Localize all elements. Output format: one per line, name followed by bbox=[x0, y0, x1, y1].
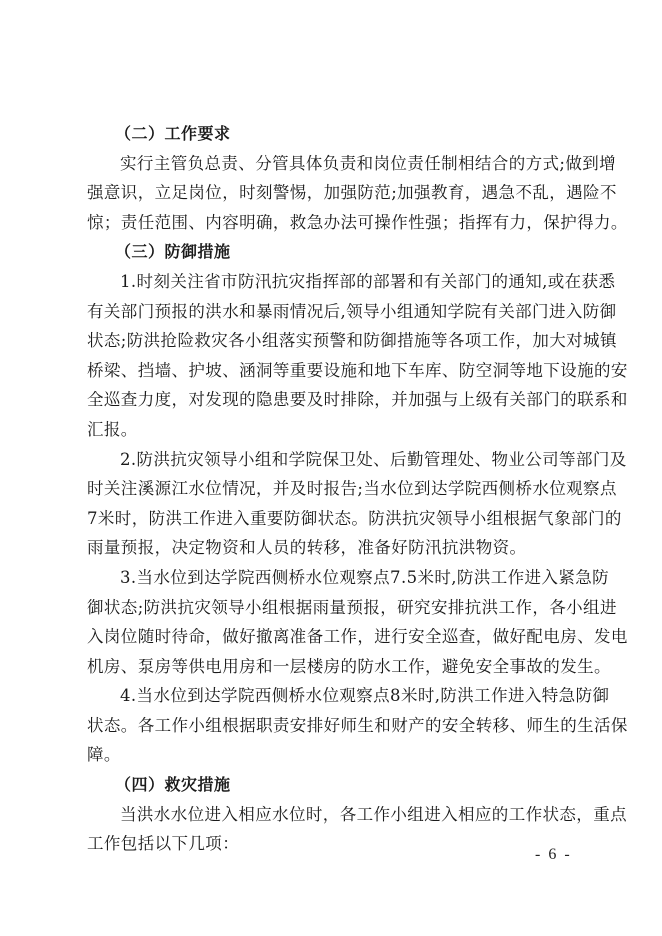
paragraph bbox=[87, 800, 627, 859]
text-line: 桥梁、挡墙、护坡、涵洞等重要设施和地下车库、防空洞等地下设施的安 bbox=[87, 360, 628, 380]
text-line: 状态。各工作小组根据职责安排好师生和财产的安全转移、师生的生活保 bbox=[87, 715, 628, 735]
document-page bbox=[87, 119, 628, 859]
section-heading-relief-measures: （四）救灾措施 bbox=[115, 775, 231, 795]
text-line: 惊；责任范围、内容明确，救急办法可操作性强；指挥有力，保护得力。 bbox=[87, 212, 628, 232]
text-line: 状态;防洪抢险救灾各小组落实预警和防御措施等各项工作，加大对城镇 bbox=[87, 331, 617, 351]
text-line: 工作包括以下几项： bbox=[87, 834, 240, 854]
paragraph bbox=[87, 149, 628, 238]
text-line: 障。 bbox=[87, 745, 121, 765]
text-line: 全巡查力度，对发现的隐患要及时排除，并加强与上级有关部门的联系和 bbox=[87, 390, 628, 410]
text-line: 4.当水位到达学院西侧桥水位观察点8米时,防洪工作进入特急防御 bbox=[120, 686, 610, 706]
text-line: 御状态;防洪抗灾领导小组根据雨量预报，研究安排抗洪工作，各小组进 bbox=[87, 597, 617, 617]
text-line: 时关注溪源江水位情况，并及时报告;当水位到达学院西侧桥水位观察点 bbox=[87, 479, 617, 499]
section-heading-defense-measures: （三）防御措施 bbox=[115, 242, 231, 262]
text-line: 1.时刻关注省市防汛抗灾指挥部的部署和有关部门的通知,或在获悉 bbox=[120, 271, 616, 291]
text-line: 7米时，防洪工作进入重要防御状态。防洪抗灾领导小组根据气象部门的 bbox=[87, 508, 622, 528]
paragraph bbox=[87, 445, 627, 563]
page-number: - 6 - bbox=[535, 846, 572, 863]
text-line: 当洪水水位进入相应水位时，各工作小组进入相应的工作状态，重点 bbox=[120, 804, 627, 824]
paragraph bbox=[87, 681, 628, 770]
text-line: 强意识，立足岗位，时刻警惕，加强防范;加强教育，遇急不乱，遇险不 bbox=[87, 183, 617, 203]
paragraph bbox=[87, 267, 628, 445]
section-heading-work-requirements: （二）工作要求 bbox=[115, 124, 231, 143]
text-line: 3.当水位到达学院西侧桥水位观察点7.5米时,防洪工作进入紧急防 bbox=[120, 567, 610, 587]
text-line: 汇报。 bbox=[87, 419, 138, 439]
text-line: 有关部门预报的洪水和暴雨情况后,领导小组通知学院有关部门进入防御 bbox=[87, 301, 617, 321]
text-line: 雨量预报，决定物资和人员的转移，准备好防汛抗洪物资。 bbox=[87, 538, 527, 558]
paragraph bbox=[87, 563, 628, 681]
text-line: 实行主管负总责、分管具体负责和岗位责任制相结合的方式;做到增 bbox=[120, 153, 617, 173]
text-line: 2.防洪抗灾领导小组和学院保卫处、后勤管理处、物业公司等部门及 bbox=[120, 449, 627, 469]
text-line: 入岗位随时待命，做好撤离准备工作，进行安全巡查，做好配电房、发电 bbox=[87, 627, 628, 647]
text-line: 机房、泵房等供电用房和一层楼房的防水工作，避免安全事故的发生。 bbox=[87, 656, 611, 676]
